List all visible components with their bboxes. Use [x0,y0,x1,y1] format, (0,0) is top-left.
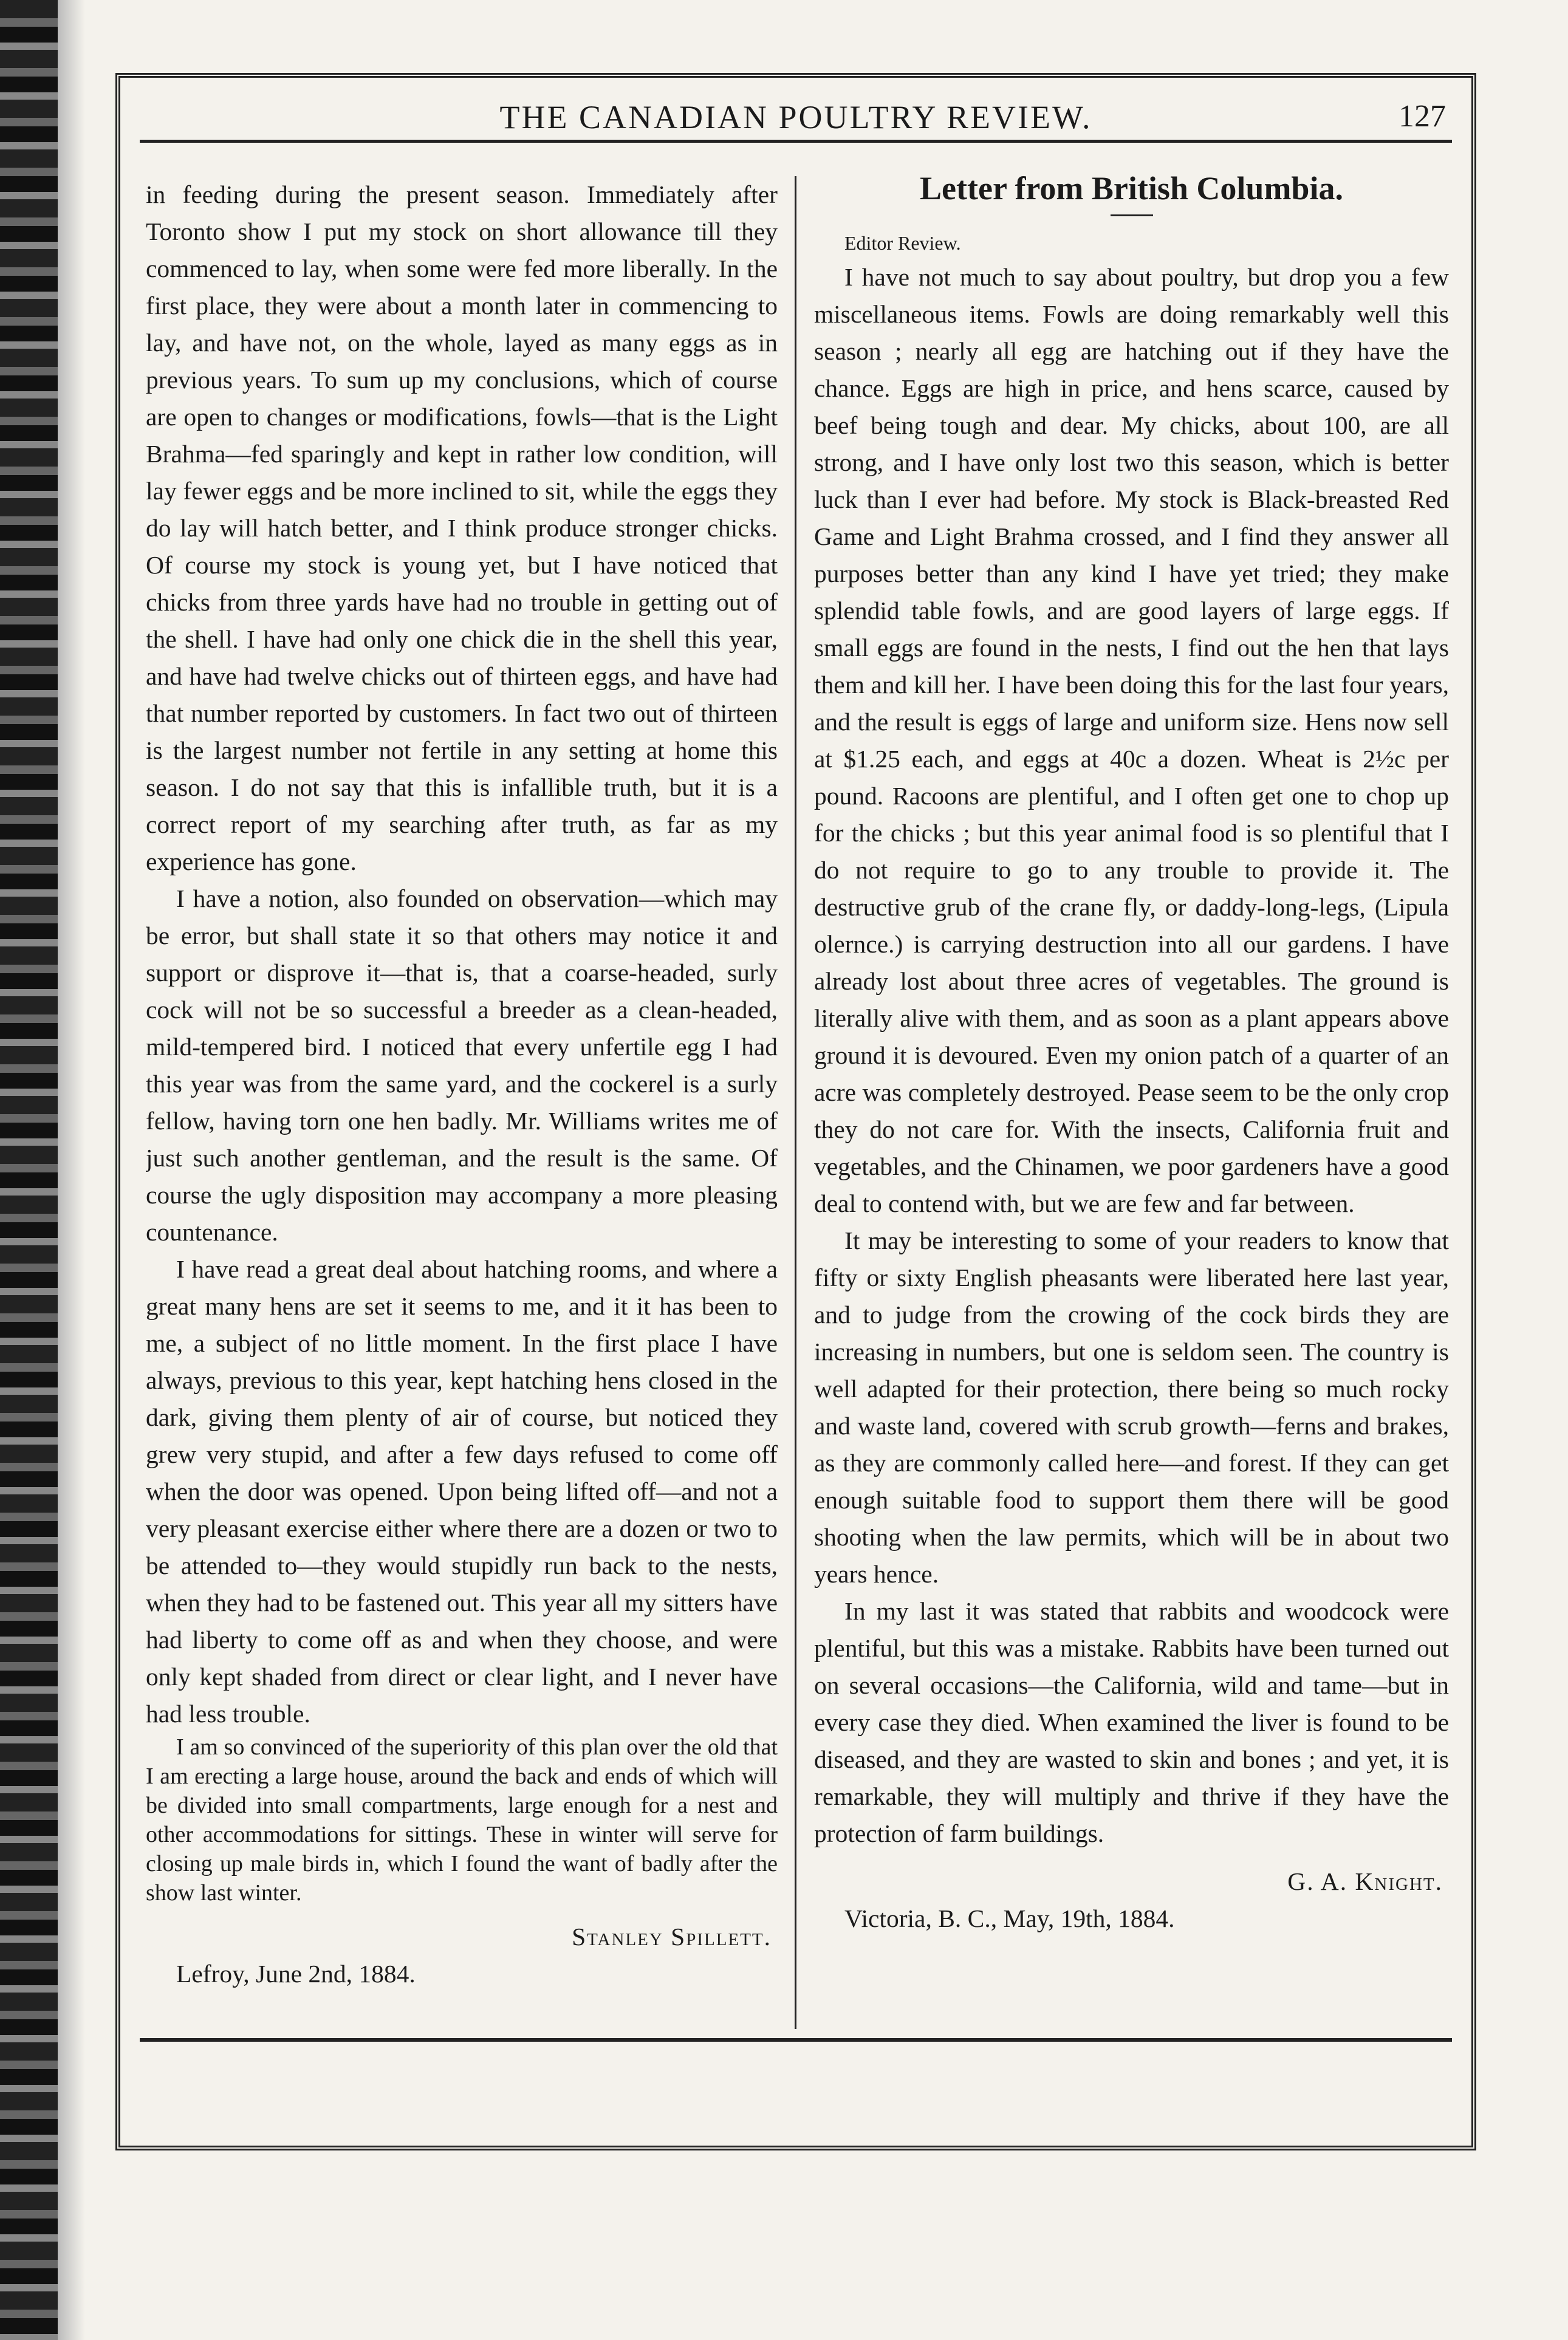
right-place-date: Victoria, B. C., May, 19th, 1884. [844,1904,1175,1932]
left-paragraph-1: in feeding during the present season. Immediately after Toronto show I put my stock on short allowance till they commenced to lay, when some were fed more liberally. In the first place, they were about a month later in commencing to lay, and have not, on the whole, layed as many eggs as in previous years. To sum up my conclusions, which of course are open to changes or modifications, fowls—that is the Light Brahma—fed sparingly and kept in rather low condition, will lay fewer eggs and be more inclined to sit, while the eggs they do lay will hatch better, and I think produce stronger chicks. Of course my stock is young yet, but I have noticed that chicks from three yards have had no trouble in getting out of the shell. I have had only one chick die in the shell this year, and have had twelve chicks out of thirteen eggs, and have had that number reported by customers. In fact two out of thirteen is the largest number not fertile in any setting at home this season. I do not say that this is infallible truth, but it is a correct report of my searching after truth, as far as my experience has gone. [146,180,778,875]
right-column [814,176,1449,2120]
left-paragraph-2: I have a notion, also founded on observation—which may be error, but shall state it so that others may notice it and support or disprove it—that is, that a coarse-headed, surly cock will not be so successful a breeder as a clean-headed, mild-tempered bird. I noticed that every unfertile egg I had this year was from the same yard, and the cockerel is a surly fellow, having torn one hen badly. Mr. Williams writes me of just such another gentleman, and the result is the same. Of course the ugly disposition may accompany a more pleasing countenance. [146,884,778,1246]
heading-rule [1111,214,1153,216]
left-place-date: Lefroy, June 2nd, 1884. [176,1960,416,1988]
page-header [140,91,1452,143]
right-paragraph-3: In my last it was stated that rabbits and woodcock were plentiful, but this was a mistake. Rabbits have been turned out on several occasions—the California, wild and tame—but in every case they died. When examined the liver is found to be diseased, and they are wasted to skin and bones ; and yet, it is remarkable, they will multiply and thrive if they have the protection of farm buildings. [814,1597,1449,1847]
right-paragraph-1: I have not much to say about poultry, but drop you a few miscellaneous items. Fowls are doing remarkably well this season ; nearly all egg are hatching out if they have the chance. Eggs are high in price, and hens scarce, caused by beef being tough and dear. My chicks, about 100, are all strong, and I have only lost two this season, which is better luck than I ever had before. My stock is Black-breasted Red Game and Light Brahma crossed, and I find they answer all purposes better than any kind I have yet tried; they make splendid table fowls, and are good layers of large eggs. If small eggs are found in the nests, I find out the hen that lays them and kill her. I have been doing this for the last four years, and the result is eggs of large and uniform size. Hens now sell at $1.25 each, and eggs at 40c a dozen. Wheat is 2½c per pound. Racoons are plentiful, and I often get one to chop up for the chicks ; but this year animal food is so plentiful that I do not require to go to any trouble to provide it. The destructive grub of the crane fly, or daddy-long-legs, (Lipula olernce.) is carrying destruction into all our gardens. I have already lost about three acres of vegetables. The ground is literally alive with them, and as soon as a plant appears above ground it is devoured. Even my onion patch of a quarter of an acre was completely destroyed. Pease seem to be the only crop they do not care for. With the insects, California fruit and vegetables, and the Chinamen, we poor gardeners have a good deal to contend with, but we are few and far between. [814,263,1449,1217]
article-heading: Letter from British Columbia. [920,176,1343,207]
page-title: THE CANADIAN POULTRY REVIEW. [499,99,1092,135]
right-signature: G. A. Knight. [1287,1867,1443,1895]
book-binding-edge [0,0,58,2340]
binding-shadow [58,0,85,2340]
left-paragraph-3: I have read a great deal about hatching rooms, and where a great many hens are set it seems to me, and it it has been to me, a subject of no little moment. In the first place I have always, previous to this year, kept hatching hens closed in the dark, giving them plenty of air of course, but noticed they grew very stupid, and after a few days refused to come off when the door was opened. Upon being lifted off—and not a very pleasant exercise either where there are a dozen or two to be attended to—they would stupidly run back to the nests, when they had to be fastened out. This year all my sitters have had liberty to come off as and when they choose, and were only kept shaded from direct or clear light, and I never have had less trouble. [146,1255,778,1728]
left-paragraph-4: I am so convinced of the superiority of this plan over the old that I am erecting a large house, around the back and ends of which will be divided into small compartments, large enough for a nest and other accommodations for sittings. These in winter will serve for closing up male birds in, which I found the want of badly after the show last winter. [146,1734,778,1906]
right-paragraph-2: It may be interesting to some of your readers to know that fifty or sixty English pheasants were liberated here last year, and to judge from the crowing of the cock birds they are increasing in numbers, but one is seldom seen. The country is well adapted for their protection, there being so much rocky and waste land, covered with scrub growth—ferns and brakes, as they are commonly called here—and forest. If they can get enough suitable food to support them there will be good shooting when the law permits, which will be in about two years hence. [814,1226,1449,1588]
left-column [146,176,778,2120]
salutation: Editor Review. [844,232,961,254]
column-divider [795,176,796,2029]
page-number: 127 [1399,99,1446,134]
bottom-rule [140,2038,1452,2042]
left-signature: Stanley Spillett. [572,1923,772,1951]
